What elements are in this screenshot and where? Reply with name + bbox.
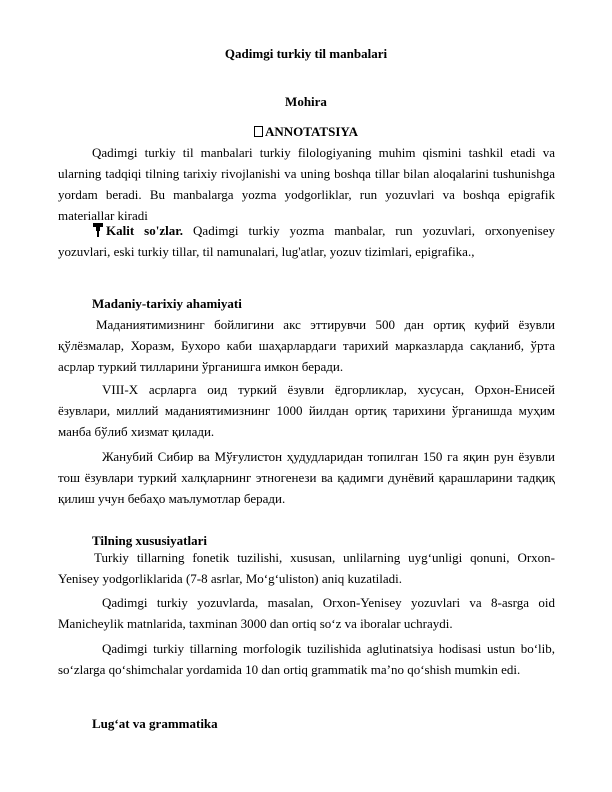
- annotation-heading-label: ANNOTATSIYA: [265, 124, 358, 139]
- features-paragraph-1: Turkiy tillarning fonetik tuzilishi, xususan, unlilarning uyg‘unligi qonuni, Orxon-Yenisey yodgorliklarida (7-8 asrlar, Mo‘g‘uliston) aniq kuzatiladi.: [58, 550, 555, 586]
- section-heading-cultural-significance: Madaniy-tarixiy ahamiyati: [92, 296, 242, 311]
- keywords-paragraph: [58, 220, 555, 262]
- cultural-paragraph-3: Жанубий Сибир ва Мўғулистон ҳудудларидан топилган 150 га яқин рун ёзувли тош ёзувлари туркий халқларнинг этногенези ва қадимги дунёвий қарашларини тадқиқ қилиш учун бебаҳо маълумотлар беради.: [58, 449, 555, 506]
- author-name: Mohira: [285, 94, 327, 109]
- features-paragraph-2: Qadimgi turkiy yozuvlarda, masalan, Orxon-Yenisey yozuvlari va 8-asrga oid Manicheylik matnlarida, taxminan 3000 dan ortiq so‘z va iboralar uchraydi.: [58, 595, 555, 631]
- cultural-paragraph-1: Маданиятимизнинг бойлигини акс эттирувчи 500 дан ортиқ куфий ёзувли қўлёзмалар, Хоразм, Бухоро каби шаҳарлардаги тарихий марказларда сақланиб, ўрта асрлар туркий тилларини ўрганишга имкон беради.: [58, 317, 555, 374]
- keywords-text: Qadimgi turkiy yozma manbalar, run yozuvlari, orxonyenisey yozuvlari, eski turkiy tillar, til namunalari, lug'atlar, yozuv tizimlari, epigrafika.,: [58, 223, 556, 259]
- symbol-box-icon: [254, 126, 263, 137]
- annotation-text: Qadimgi turkiy til manbalari turkiy filologiyaning muhim qismini tashkil etadi va ularning tadqiqi tilning tarixiy rivojlanishi va uning boshqa tillar bilan aloqalarini tushunishga yordam beradi. Bu manbalarga yozma yodgorliklar, run yozuvlari va boshqa epigrafik materiallar kiradi: [58, 145, 555, 223]
- section-heading-vocabulary-grammar: Lug‘at va grammatika: [92, 716, 218, 731]
- section-heading-language-features: Tilning xususiyatlari: [92, 533, 207, 548]
- document-title: Qadimgi turkiy til manbalari: [224, 46, 388, 61]
- annotation-heading: [0, 124, 612, 140]
- cultural-paragraph-2: VIII-X асрларга оид туркий ёзувли ёдгорликлар, хусусан, Орхон-Енисей ёзувлари, миллий маданиятимизнинг 1000 йилдан ортиқ тарихини ўрганишда муҳим манба бўлиб хизмат қилади.: [58, 382, 555, 439]
- features-paragraph-3: Qadimgi turkiy tillarning morfologik tuzilishida aglutinatsiya hodisasi ustun bo‘lib, so‘zlarga qo‘shimchalar yordamida 10 dan ortiq grammatik ma’no qo‘shish mumkin edi.: [58, 641, 555, 677]
- pin-icon: [92, 223, 104, 237]
- keywords-label: Kalit so'zlar.: [106, 223, 184, 238]
